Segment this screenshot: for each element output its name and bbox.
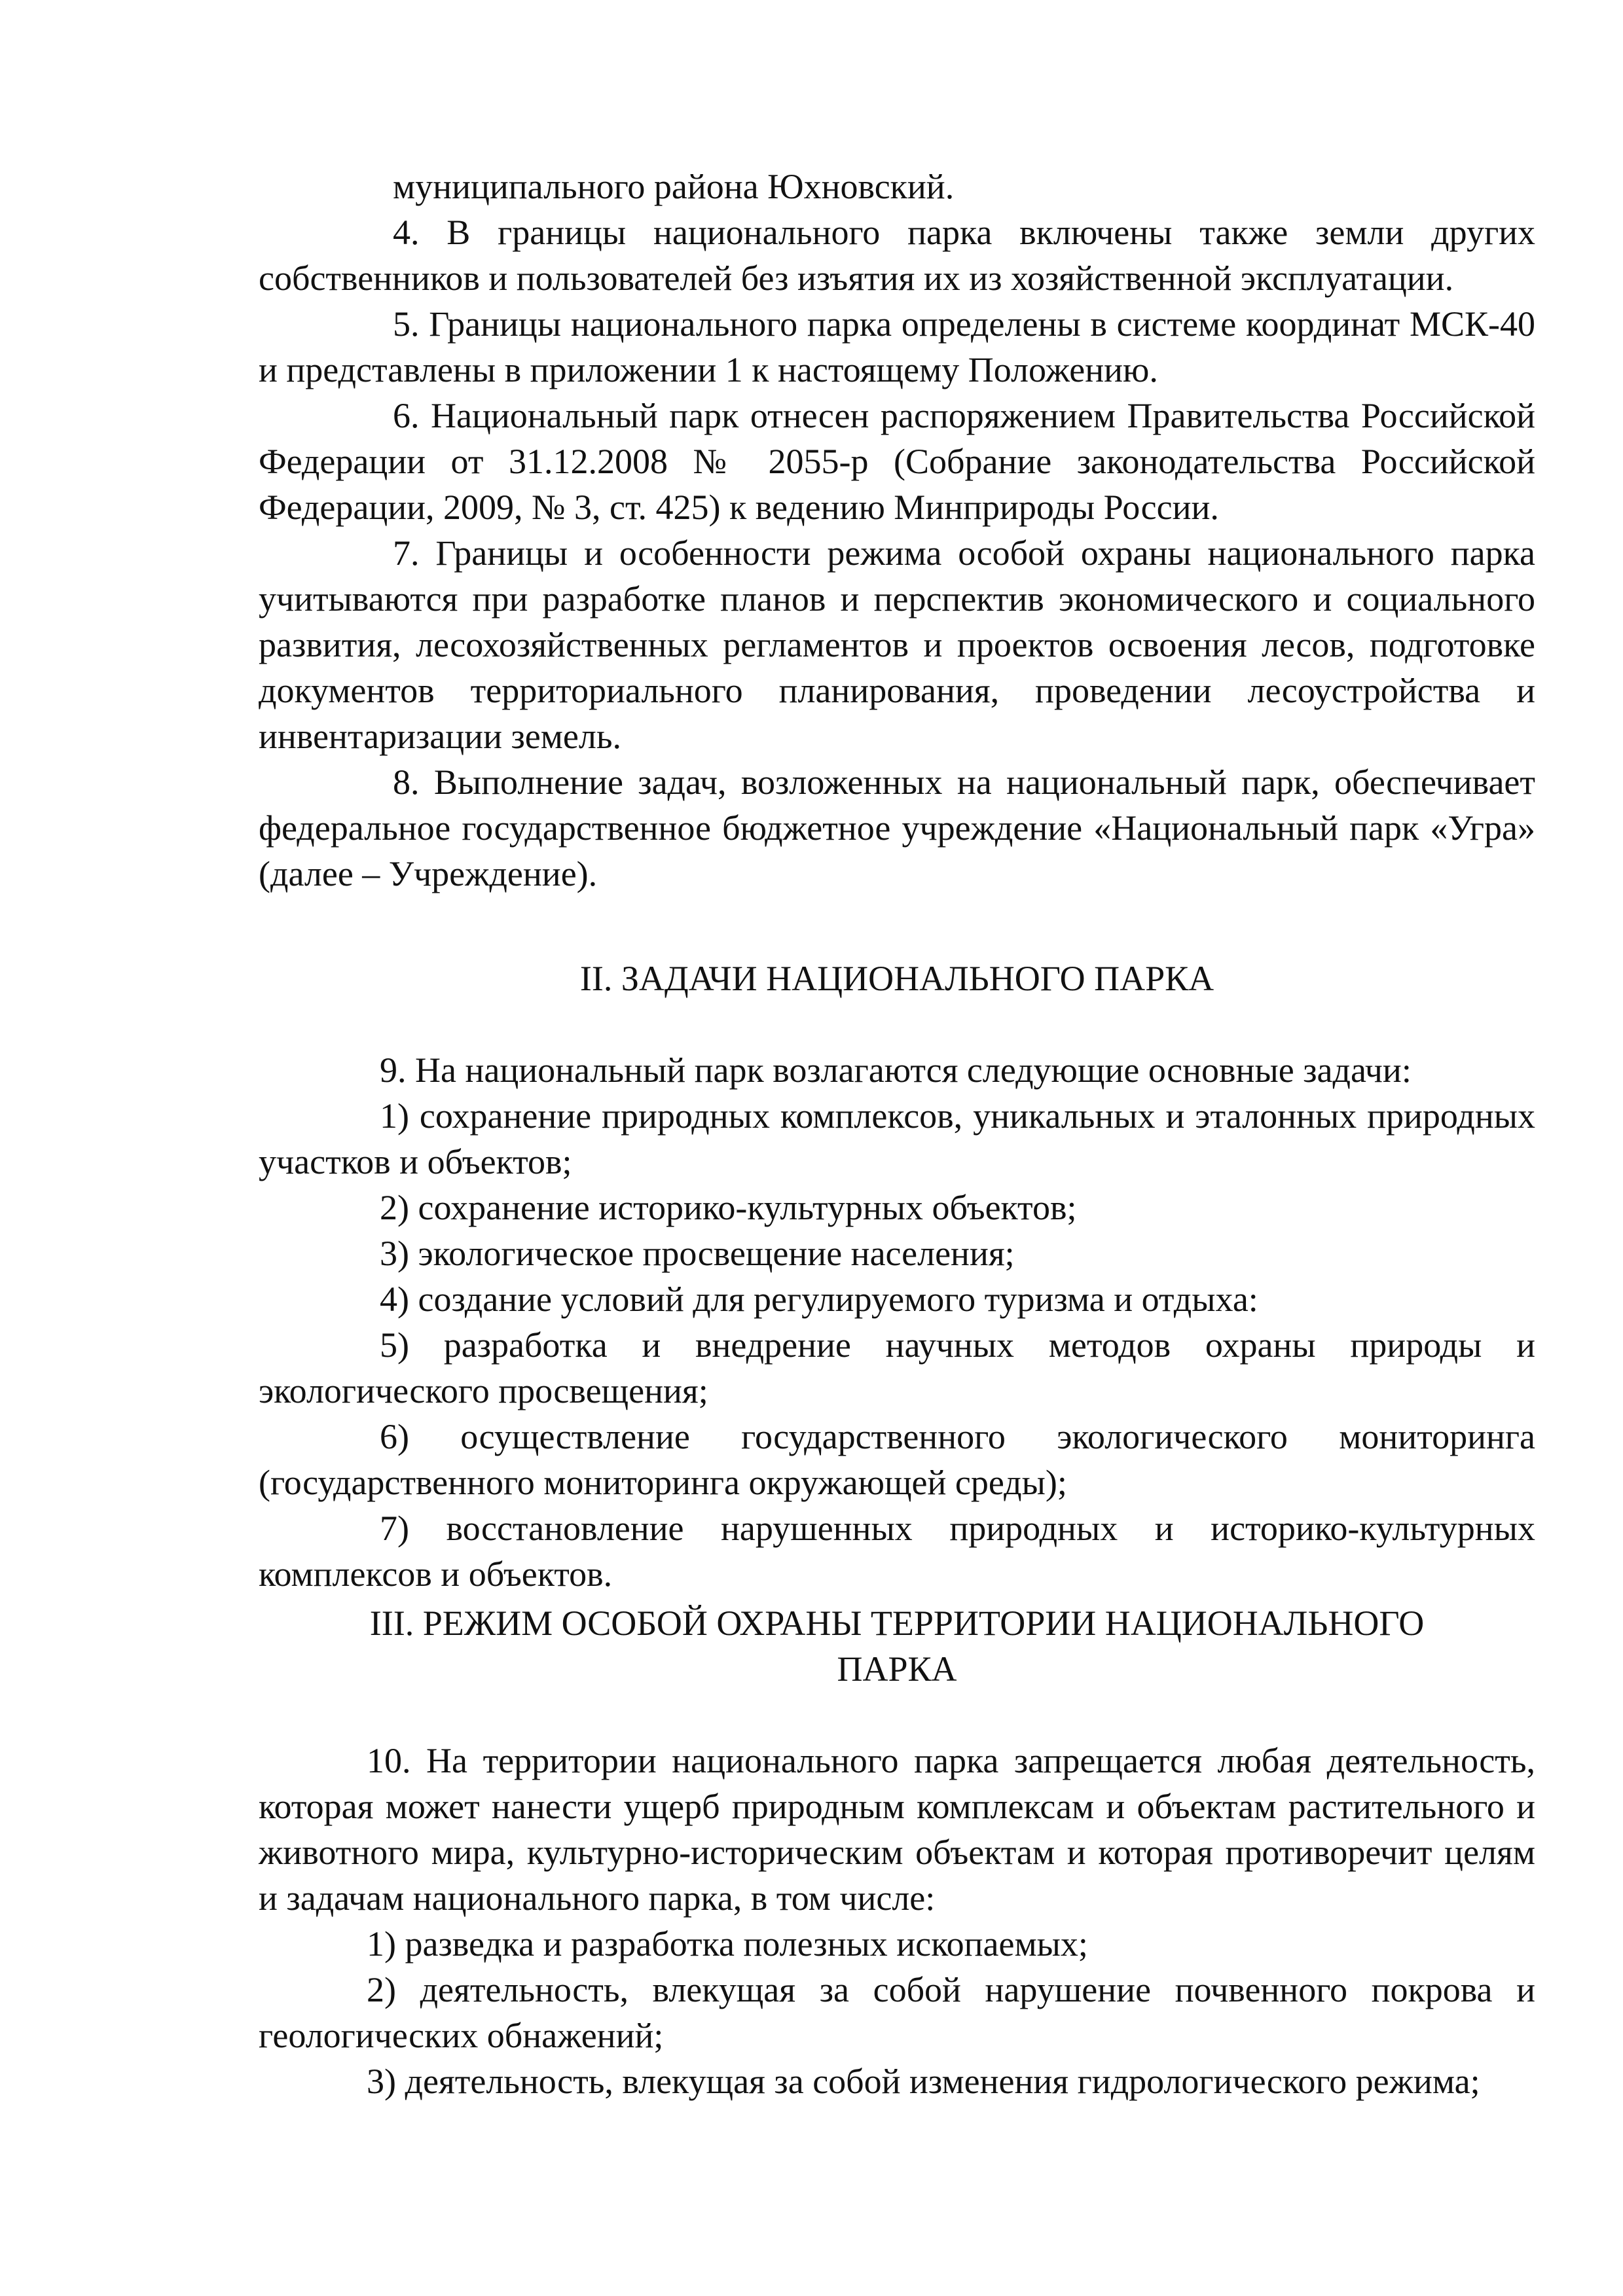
section-2-body xyxy=(259,1047,1535,1597)
intro-section xyxy=(259,164,1535,897)
section-2-heading: II. ЗАДАЧИ НАЦИОНАЛЬНОГО ПАРКА xyxy=(579,959,1214,998)
list-item: 1) сохранение природных комплексов, уникальных и эталонных природных участков и объектов; xyxy=(259,1096,1535,1181)
paragraph-9: 9. На национальный парк возлагаются следующие основные задачи: xyxy=(380,1050,1412,1090)
section-3-heading-line2: ПАРКА xyxy=(837,1649,957,1689)
section-3-body xyxy=(259,1738,1535,2104)
paragraph-10: 10. На территории национального парка запрещается любая деятельность, которая может нанести ущерб природным комплексам и объектам растительного и животного мира, культурно-историческим объектам и которая противоречит целям и задачам национального парка, в том числе: xyxy=(259,1741,1535,1918)
list-item: 6) осуществление государственного экологического мониторинга (государственного мониторинга окружающей среды); xyxy=(259,1417,1535,1502)
list-item: 7) восстановление нарушенных природных и историко-культурных комплексов и объектов. xyxy=(259,1509,1535,1594)
paragraph-6: 6. Национальный парк отнесен распоряжением Правительства Российской Федерации от 31.12.2008 № 2055-р (Собрание законодательства Российской Федерации, 2009, № 3, ст. 425) к ведению Минприроды России. xyxy=(259,396,1535,527)
list-item: 3) экологическое просвещение населения; xyxy=(380,1234,1015,1273)
section-3-heading xyxy=(259,1600,1535,1692)
list-item: 5) разработка и внедрение научных методов охраны природы и экологического просвещения; xyxy=(259,1325,1535,1410)
paragraph-4: 4. В границы национального парка включены также земли других собственников и пользователей без изъятия их из хозяйственной эксплуатации. xyxy=(259,213,1535,298)
list-item: 2) деятельность, влекущая за собой нарушение почвенного покрова и геологических обнажений; xyxy=(259,1970,1535,2055)
paragraph-8: 8. Выполнение задач, возложенных на национальный парк, обеспечивает федеральное государственное бюджетное учреждение «Национальный парк «Угра» (далее – Учреждение). xyxy=(259,762,1535,893)
list-item: 1) разведка и разработка полезных ископаемых; xyxy=(367,1924,1088,1964)
list-item: 4) создание условий для регулируемого туризма и отдыха: xyxy=(380,1280,1258,1319)
list-item: 3) деятельность, влекущая за собой изменения гидрологического режима; xyxy=(367,2062,1480,2101)
section-3-heading-line1: III. РЕЖИМ ОСОБОЙ ОХРАНЫ ТЕРРИТОРИИ НАЦИОНАЛЬНОГО xyxy=(369,1604,1425,1643)
list-item: 2) сохранение историко-культурных объектов; xyxy=(380,1188,1077,1227)
paragraph-5: 5. Границы национального парка определены в системе координат МСК-40 и представлены в приложении 1 к настоящему Положению. xyxy=(259,304,1535,389)
paragraph-7: 7. Границы и особенности режима особой охраны национального парка учитываются при разработке планов и перспектив экономического и социального развития, лесохозяйственных регламентов и проектов освоения лесов, подготовке документов территориального планирования, проведении лесоустройства и инвентаризации земель. xyxy=(259,533,1535,756)
paragraph-continued: муниципального района Юхновский. xyxy=(393,167,955,206)
